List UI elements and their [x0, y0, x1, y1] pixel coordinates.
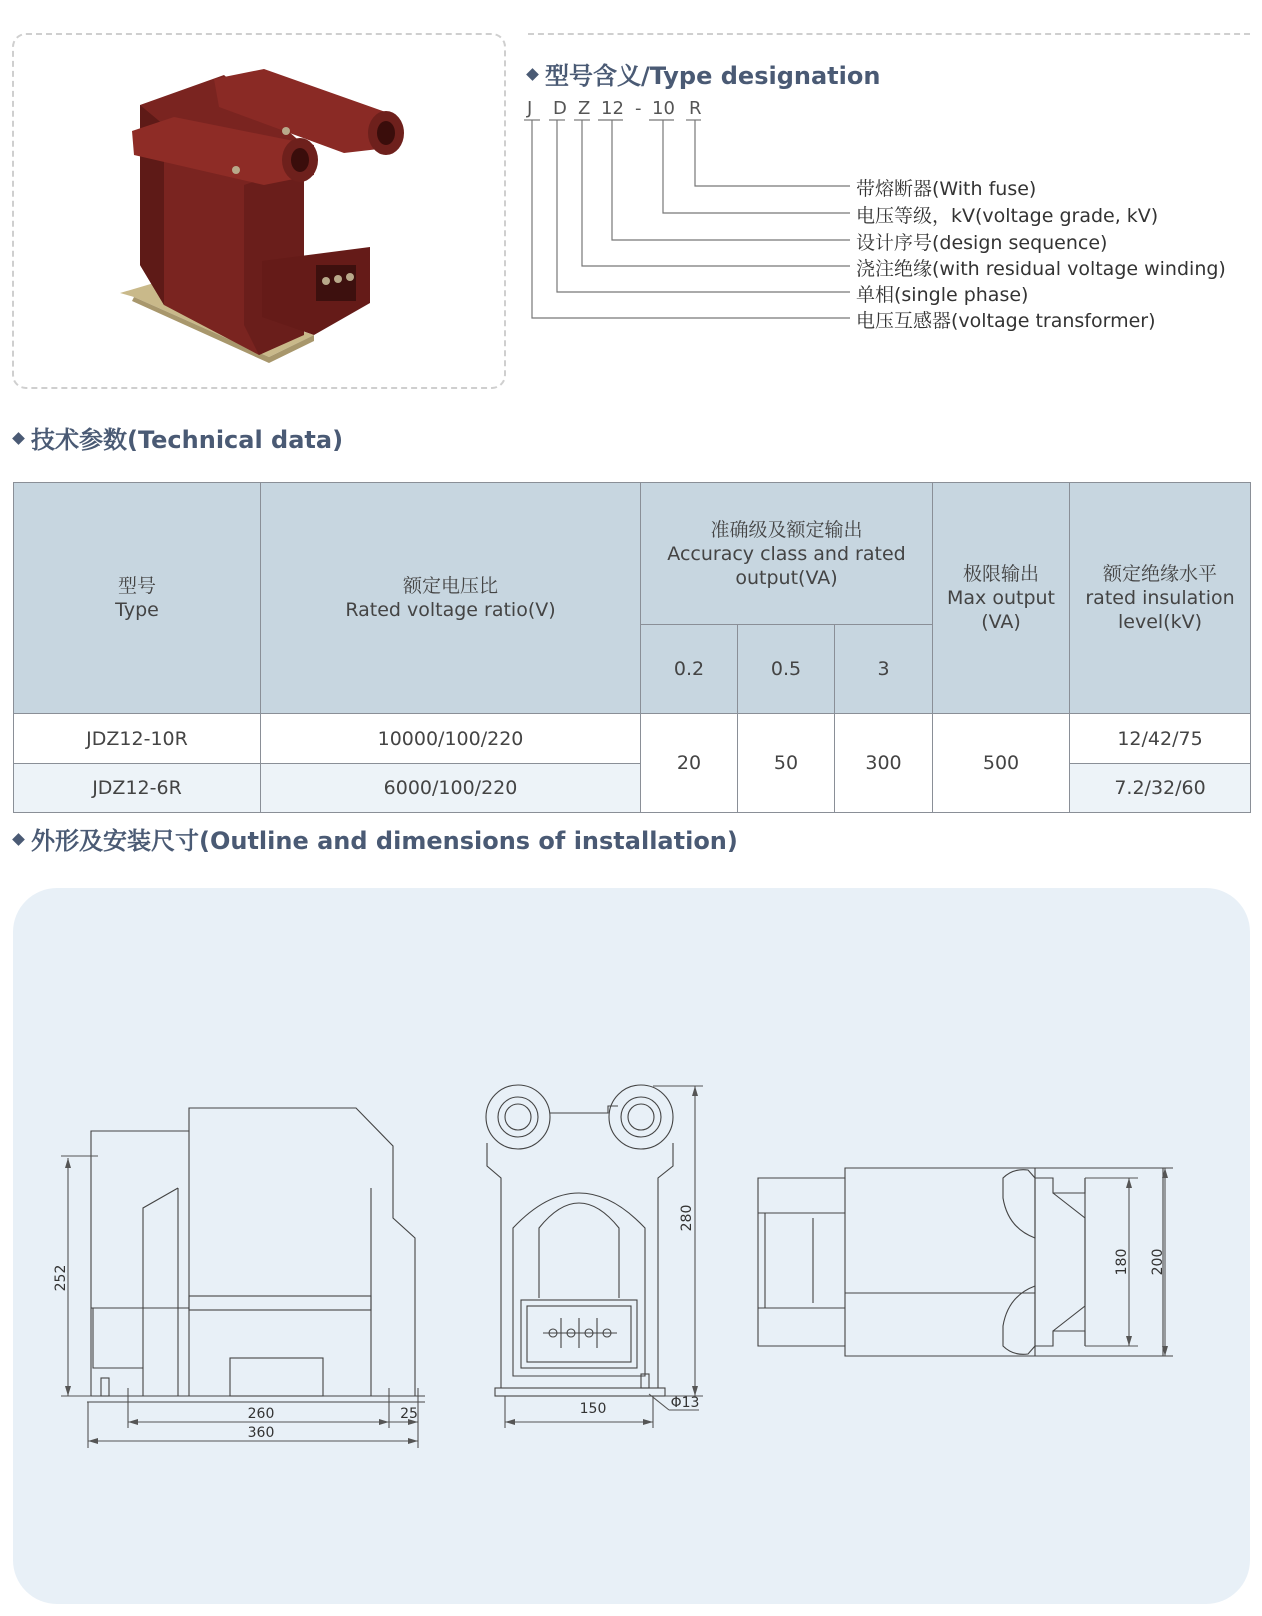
header-class-02: 0.2	[641, 625, 738, 714]
header-max-cn: 极限输出	[963, 563, 1040, 585]
side-view-drawing	[87, 1108, 425, 1402]
header-accuracy	[641, 483, 933, 625]
technical-data-table	[13, 482, 1251, 813]
header-ratio-en: Rated voltage ratio(V)	[345, 599, 556, 621]
dim-height-280: 280	[679, 1204, 695, 1232]
top-view-drawing	[758, 1168, 1163, 1356]
technical-data-heading: 技术参数(Technical data)	[14, 420, 343, 455]
designation-leader-lines	[0, 0, 1262, 340]
dim-hole-13: Φ13	[670, 1395, 700, 1411]
code-char-r: R	[689, 98, 702, 119]
cell-ratio: 6000/100/220	[261, 764, 641, 813]
cell-type: JDZ12-10R	[14, 714, 261, 764]
header-accuracy-en: Accuracy class and rated output(VA)	[667, 542, 906, 589]
header-class-05: 0.5	[738, 625, 835, 714]
code-char-z: Z	[578, 98, 591, 119]
code-char-d: D	[553, 98, 567, 119]
header-type-en: Type	[115, 599, 159, 621]
header-type	[14, 483, 261, 714]
outline-drawings	[13, 888, 1250, 1604]
dim-360: 360	[247, 1425, 275, 1441]
dim-180: 180	[1114, 1248, 1130, 1276]
header-max-output	[933, 483, 1070, 714]
meaning-design-sequence: 设计序号(design sequence)	[856, 232, 1108, 254]
dim-height-252: 252	[53, 1264, 69, 1292]
diamond-bullet-icon	[12, 833, 25, 846]
dim-260: 260	[247, 1406, 275, 1422]
code-char-dash: -	[635, 98, 642, 119]
header-class-3: 3	[835, 625, 933, 714]
code-char-12: 12	[601, 98, 624, 119]
cell-class-02: 20	[641, 714, 738, 813]
outline-drawing-panel	[13, 888, 1250, 1604]
cell-ratio: 10000/100/220	[261, 714, 641, 764]
meaning-voltage-transformer: 电压互感器(voltage transformer)	[856, 310, 1156, 332]
meaning-fuse: 带熔断器(With fuse)	[856, 178, 1037, 200]
type-designation-heading: 型号含义/Type designation	[528, 56, 880, 91]
code-char-10: 10	[652, 98, 675, 119]
code-char-j: J	[527, 98, 533, 119]
cell-type: JDZ12-6R	[14, 764, 261, 813]
dim-150: 150	[579, 1401, 607, 1417]
header-insul-cn: 额定绝缘水平	[1103, 563, 1218, 585]
cell-class-05: 50	[738, 714, 835, 813]
header-max-en: Max output (VA)	[947, 587, 1056, 633]
dim-25: 25	[400, 1406, 418, 1422]
header-type-cn: 型号	[117, 575, 156, 597]
table-row	[14, 714, 1251, 764]
meaning-single-phase: 单相(single phase)	[856, 284, 1029, 306]
cell-insulation: 7.2/32/60	[1070, 764, 1251, 813]
meaning-voltage-grade: 电压等级，kV(voltage grade, kV)	[856, 205, 1159, 227]
outline-heading: 外形及安装尺寸(Outline and dimensions of installation)	[14, 821, 738, 856]
header-insulation	[1070, 483, 1251, 714]
diamond-bullet-icon	[12, 432, 25, 445]
header-accuracy-cn: 准确级及额定输出	[710, 518, 863, 541]
header-ratio	[261, 483, 641, 714]
cell-class-3: 300	[835, 714, 933, 813]
cell-max-output: 500	[933, 714, 1070, 813]
front-view-drawing	[486, 1085, 673, 1396]
meaning-insulation: 浇注绝缘(with residual voltage winding)	[856, 258, 1226, 280]
header-insul-en: rated insulation level(kV)	[1085, 587, 1235, 633]
dim-200: 200	[1150, 1248, 1166, 1276]
header-ratio-cn: 额定电压比	[402, 575, 498, 597]
cell-insulation: 12/42/75	[1070, 714, 1251, 764]
